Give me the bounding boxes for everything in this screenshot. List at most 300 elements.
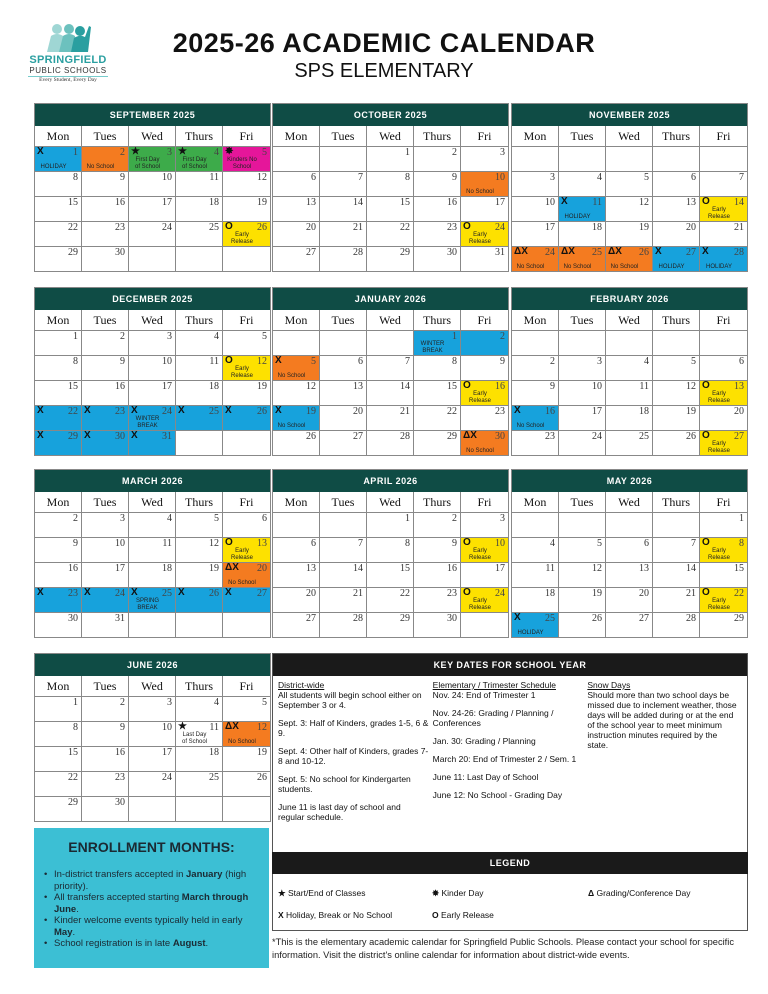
event-day-cell: [700, 538, 747, 562]
day-number: 25: [592, 247, 602, 258]
day-number: 9: [120, 356, 125, 367]
event-symbol-icon: O: [225, 538, 233, 548]
day-cell: [367, 381, 414, 405]
day-cell: [82, 747, 129, 771]
weekday-header: Fri: [716, 313, 731, 327]
day-number: 3: [167, 697, 172, 708]
day-cell: [129, 356, 176, 380]
day-cell: [320, 172, 367, 196]
day-number: 26: [592, 613, 602, 624]
day-cell: [653, 588, 700, 612]
event-symbol-icon: O: [225, 222, 233, 232]
week-row: [273, 246, 508, 271]
week-row: [273, 562, 508, 587]
day-number: 15: [68, 381, 78, 392]
day-cell: [82, 356, 129, 380]
day-cell: [320, 588, 367, 612]
month-title: APRIL 2026: [273, 470, 508, 492]
day-number: 20: [686, 222, 696, 233]
day-number: 22: [68, 222, 78, 233]
day-number: 26: [209, 588, 219, 599]
day-cell: [700, 356, 747, 380]
enrollment-item: [44, 869, 259, 892]
legend-item: [588, 888, 691, 898]
day-number: 11: [209, 722, 219, 733]
day-number: 2: [452, 513, 457, 524]
day-number: 1: [73, 147, 78, 158]
day-number: 9: [452, 172, 457, 183]
day-number: 4: [644, 356, 649, 367]
legend-item: [278, 910, 392, 920]
day-number: 6: [311, 172, 316, 183]
week-row: [512, 171, 747, 196]
empty-cell: [512, 147, 559, 171]
day-cell: [82, 513, 129, 537]
day-cell: [35, 538, 82, 562]
weekday-header: Mon: [512, 310, 559, 330]
empty-cell: [700, 331, 747, 355]
day-cell: [320, 356, 367, 380]
empty-cell: [653, 331, 700, 355]
key-dates-title: KEY DATES FOR SCHOOL YEAR: [273, 654, 747, 676]
enrollment-text: .: [72, 926, 76, 938]
event-label: Early Release: [468, 391, 491, 404]
event-day-cell: [223, 147, 270, 171]
enrollment-item: [44, 915, 259, 938]
key-date-item: June 11: Last Day of School: [432, 772, 539, 782]
day-cell: [35, 222, 82, 246]
day-cell: [35, 331, 82, 355]
event-symbol-icon: X: [131, 588, 138, 598]
week-row: [273, 171, 508, 196]
day-number: 28: [353, 247, 363, 258]
day-number: 23: [115, 772, 125, 783]
day-cell: [35, 747, 82, 771]
day-number: 3: [167, 331, 172, 342]
day-number: 6: [262, 513, 267, 524]
weekday-header: Tues: [82, 310, 129, 330]
event-symbol-icon: O: [702, 197, 710, 207]
day-cell: [82, 197, 129, 221]
month-april: [272, 469, 509, 638]
day-cell: [273, 538, 320, 562]
day-cell: [35, 797, 82, 821]
month-title: JUNE 2026: [35, 654, 270, 676]
event-day-cell: [176, 406, 223, 430]
event-day-cell: [176, 588, 223, 612]
day-number: 21: [400, 406, 410, 417]
footer-note: *This is the elementary academic calendar for Springfield Public Schools. Please contact your school for specific information. Visit the district's online calendar for information about district-wide events.: [272, 937, 734, 960]
day-number: 9: [550, 381, 555, 392]
day-number: 5: [691, 356, 696, 367]
day-number: 16: [115, 381, 125, 392]
day-cell: [559, 406, 606, 430]
event-label: Early Release: [468, 232, 491, 245]
event-symbol-icon: X: [37, 588, 44, 598]
day-number: 15: [734, 563, 744, 574]
week-row: [273, 512, 508, 537]
day-cell: [320, 247, 367, 271]
day-number: 1: [739, 513, 744, 524]
day-cell: [223, 513, 270, 537]
day-number: 20: [306, 222, 316, 233]
enrollment-text: In-district transfers accepted in: [54, 869, 186, 880]
day-number: 7: [358, 172, 363, 183]
day-number: 8: [405, 172, 410, 183]
day-number: 13: [639, 563, 649, 574]
day-number: 5: [644, 172, 649, 183]
event-day-cell: [461, 431, 508, 455]
day-number: 22: [400, 588, 410, 599]
day-number: 4: [550, 538, 555, 549]
day-number: 17: [162, 381, 172, 392]
day-number: 31: [495, 247, 505, 258]
empty-cell: [320, 513, 367, 537]
day-cell: [320, 613, 367, 637]
day-cell: [35, 613, 82, 637]
day-number: 22: [68, 772, 78, 783]
key-date-item: All students will begin school either on September 3 or 4.: [278, 690, 422, 710]
week-row: [512, 330, 747, 355]
month-february: [511, 287, 748, 456]
day-cell: [129, 697, 176, 721]
day-number: 13: [686, 197, 696, 208]
empty-cell: [320, 331, 367, 355]
event-symbol-icon: X: [514, 406, 521, 416]
day-number: 29: [734, 613, 744, 624]
event-symbol-icon: O: [463, 538, 471, 548]
day-cell: [606, 588, 653, 612]
event-label: HOLIDAY: [706, 263, 732, 270]
weekday-header: Fri: [477, 129, 492, 143]
enrollment-text: Kinder welcome events typically held in early: [54, 915, 243, 926]
event-day-cell: [461, 538, 508, 562]
event-day-cell: [559, 197, 606, 221]
day-cell: [367, 538, 414, 562]
week-row: [35, 430, 270, 455]
week-row: [35, 221, 270, 246]
day-cell: [82, 722, 129, 746]
day-number: 23: [115, 222, 125, 233]
weekday-header: Wed: [129, 492, 176, 512]
day-number: 12: [257, 722, 267, 733]
day-number: 23: [545, 431, 555, 442]
day-cell: [176, 697, 223, 721]
weekday-header: Wed: [129, 676, 176, 696]
legend-label: Early Release: [441, 910, 494, 920]
day-cell: [320, 222, 367, 246]
weekday-header: Tues: [82, 676, 129, 696]
day-number: 17: [495, 197, 505, 208]
day-cell: [606, 563, 653, 587]
weekday-header: Wed: [606, 492, 653, 512]
event-label: SPRING BREAK: [135, 598, 159, 611]
weekday-header: Thurs: [653, 310, 700, 330]
day-number: 21: [353, 588, 363, 599]
day-cell: [414, 431, 461, 455]
event-symbol-icon: ★: [178, 722, 187, 732]
day-number: 6: [739, 356, 744, 367]
key-dates-column: [278, 680, 433, 830]
day-number: 3: [167, 147, 172, 158]
event-symbol-icon: ΔX: [463, 431, 477, 441]
event-symbol-icon: O: [702, 431, 710, 441]
event-symbol-icon: ΔX: [561, 247, 575, 257]
event-symbol-icon: X: [37, 147, 44, 157]
day-number: 18: [209, 381, 219, 392]
event-symbol-icon: O: [702, 588, 710, 598]
day-number: 29: [400, 247, 410, 258]
month-october: [272, 103, 509, 272]
event-label: No School: [516, 422, 545, 429]
day-cell: [223, 172, 270, 196]
day-number: 24: [495, 588, 505, 599]
event-day-cell: [606, 247, 653, 271]
event-symbol-icon: X: [84, 406, 91, 416]
weekday-header: Mon: [35, 310, 82, 330]
week-row: [273, 537, 508, 562]
event-label: No School: [228, 738, 256, 745]
day-cell: [606, 538, 653, 562]
month-september: [34, 103, 271, 272]
day-number: 22: [400, 222, 410, 233]
event-label: First Day of School: [181, 157, 208, 170]
day-number: 17: [162, 197, 172, 208]
day-number: 19: [639, 222, 649, 233]
day-cell: [653, 172, 700, 196]
event-day-cell: [461, 222, 508, 246]
event-day-cell: [223, 406, 270, 430]
enrollment-text: All transfers accepted starting: [54, 892, 182, 903]
empty-cell: [512, 331, 559, 355]
day-number: 27: [257, 588, 267, 599]
month-january: [272, 287, 509, 456]
week-row: [35, 330, 270, 355]
day-number: 20: [257, 563, 267, 574]
day-number: 1: [73, 697, 78, 708]
day-number: 14: [353, 197, 363, 208]
day-cell: [273, 381, 320, 405]
day-number: 12: [639, 197, 649, 208]
day-number: 2: [120, 147, 125, 158]
event-symbol-icon: O: [463, 588, 471, 598]
weekday-header: Tues: [320, 310, 367, 330]
day-number: 9: [73, 538, 78, 549]
enrollment-item: [44, 892, 259, 915]
legend-item: [432, 888, 484, 899]
day-number: 6: [358, 356, 363, 367]
day-number: 31: [115, 613, 125, 624]
key-date-item: Nov. 24-26: Grading / Planning / Conferences: [432, 708, 554, 728]
day-cell: [320, 431, 367, 455]
event-day-cell: [223, 538, 270, 562]
day-cell: [82, 613, 129, 637]
day-number: 7: [358, 538, 363, 549]
weekday-header: Mon: [512, 492, 559, 512]
event-day-cell: [129, 431, 176, 455]
day-cell: [176, 772, 223, 796]
event-label: HOLIDAY: [517, 629, 544, 636]
day-number: 3: [500, 147, 505, 158]
day-number: 9: [120, 172, 125, 183]
empty-cell: [176, 247, 223, 271]
day-number: 4: [597, 172, 602, 183]
day-cell: [653, 538, 700, 562]
day-cell: [129, 538, 176, 562]
day-cell: [512, 197, 559, 221]
event-day-cell: [461, 381, 508, 405]
day-number: 8: [739, 538, 744, 549]
day-number: 21: [353, 222, 363, 233]
day-number: 6: [311, 538, 316, 549]
event-day-cell: [700, 197, 747, 221]
key-date-item: Jan. 30: Grading / Planning: [432, 736, 536, 746]
day-number: 16: [68, 563, 78, 574]
weekday-header: Fri: [239, 313, 254, 327]
day-number: 8: [452, 356, 457, 367]
week-row: [35, 355, 270, 380]
week-row: [273, 330, 508, 355]
enrollment-item: [44, 938, 259, 950]
week-row: [35, 246, 270, 271]
event-label: No School: [277, 372, 306, 379]
day-cell: [82, 247, 129, 271]
legend-title: LEGEND: [272, 852, 748, 874]
day-number: 5: [214, 513, 219, 524]
day-number: 27: [306, 247, 316, 258]
weekday-header: Fri: [239, 679, 254, 693]
day-number: 26: [257, 772, 267, 783]
event-label: Last Day of School: [181, 732, 208, 745]
weekday-header: Thurs: [176, 492, 223, 512]
empty-cell: [129, 613, 176, 637]
day-cell: [82, 772, 129, 796]
day-cell: [129, 222, 176, 246]
day-cell: [129, 331, 176, 355]
enrollment-text: (high priority).: [54, 869, 247, 892]
week-row: [35, 587, 270, 612]
day-cell: [176, 197, 223, 221]
day-cell: [512, 563, 559, 587]
empty-cell: [129, 247, 176, 271]
day-number: 23: [447, 222, 457, 233]
day-number: 10: [495, 172, 505, 183]
event-day-cell: [176, 147, 223, 171]
day-number: 11: [639, 381, 649, 392]
day-cell: [320, 406, 367, 430]
event-day-cell: [223, 563, 270, 587]
day-cell: [559, 538, 606, 562]
weekday-header: Thurs: [653, 492, 700, 512]
day-number: 1: [405, 147, 410, 158]
event-day-cell: [512, 613, 559, 637]
week-row: [35, 771, 270, 796]
day-cell: [606, 222, 653, 246]
event-symbol-icon: ★: [131, 147, 140, 157]
event-day-cell: [273, 356, 320, 380]
day-number: 2: [452, 147, 457, 158]
day-number: 1: [73, 331, 78, 342]
week-row: [273, 221, 508, 246]
weekday-header: Tues: [82, 126, 129, 146]
day-cell: [700, 222, 747, 246]
week-row: [35, 146, 270, 171]
empty-cell: [606, 331, 653, 355]
day-cell: [559, 381, 606, 405]
event-symbol-icon: X: [225, 588, 232, 598]
event-day-cell: [223, 356, 270, 380]
event-symbol-icon: X: [702, 247, 709, 257]
empty-cell: [653, 513, 700, 537]
week-row: [35, 696, 270, 721]
day-number: 7: [739, 172, 744, 183]
day-number: 30: [115, 431, 125, 442]
event-day-cell: [35, 147, 82, 171]
day-number: 27: [686, 247, 696, 258]
day-number: 9: [500, 356, 505, 367]
day-cell: [653, 406, 700, 430]
event-day-cell: [223, 588, 270, 612]
weekday-header: Wed: [129, 310, 176, 330]
event-symbol-icon: ΔX: [225, 722, 239, 732]
day-cell: [273, 588, 320, 612]
event-day-cell: [700, 381, 747, 405]
day-number: 29: [68, 247, 78, 258]
day-cell: [273, 222, 320, 246]
day-number: 13: [306, 563, 316, 574]
event-symbol-icon: X: [84, 431, 91, 441]
day-cell: [461, 147, 508, 171]
day-number: 6: [644, 538, 649, 549]
day-number: 29: [400, 613, 410, 624]
day-cell: [82, 538, 129, 562]
event-label: No School: [228, 579, 256, 586]
day-number: 11: [209, 356, 219, 367]
event-day-cell: [176, 722, 223, 746]
key-date-item: Should more than two school days be missed due to inclement weather, those days will be added during or at the end of the school year to meet minimum instruction minutes required by the state.: [587, 690, 737, 750]
event-symbol-icon: X: [178, 588, 185, 598]
day-cell: [653, 381, 700, 405]
day-cell: [35, 563, 82, 587]
event-day-cell: [700, 588, 747, 612]
day-cell: [129, 513, 176, 537]
day-number: 12: [592, 563, 602, 574]
weekday-header: Tues: [320, 126, 367, 146]
day-cell: [461, 356, 508, 380]
day-number: 18: [209, 197, 219, 208]
day-number: 23: [495, 406, 505, 417]
event-label: No School: [277, 422, 306, 429]
day-cell: [461, 247, 508, 271]
empty-cell: [273, 513, 320, 537]
event-symbol-icon: X: [275, 406, 282, 416]
weekday-header: Fri: [239, 495, 254, 509]
day-number: 22: [734, 588, 744, 599]
logo-name: SPRINGFIELD: [29, 54, 107, 66]
event-label: Kinders No School: [227, 157, 257, 170]
day-cell: [223, 197, 270, 221]
day-number: 29: [68, 797, 78, 808]
week-row: [273, 380, 508, 405]
day-cell: [129, 563, 176, 587]
day-cell: [367, 222, 414, 246]
day-cell: [653, 222, 700, 246]
day-cell: [461, 406, 508, 430]
empty-cell: [653, 147, 700, 171]
week-row: [512, 430, 747, 455]
week-row: [512, 146, 747, 171]
empty-cell: [273, 147, 320, 171]
